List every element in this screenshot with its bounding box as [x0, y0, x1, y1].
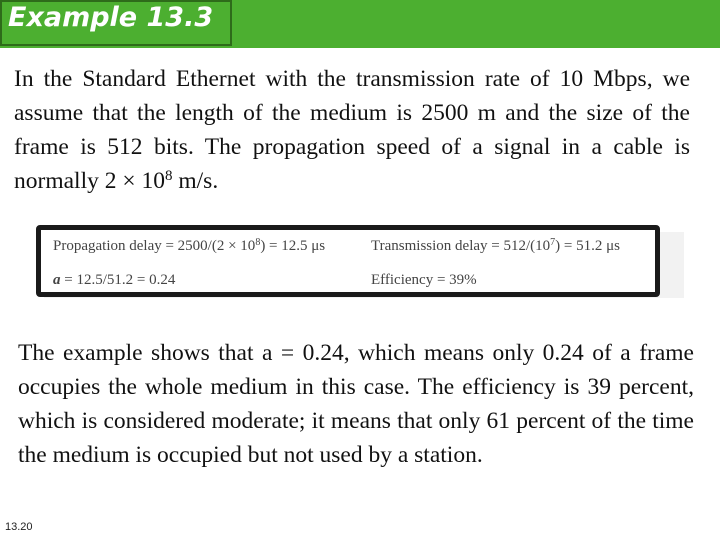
propagation-delay-formula: Propagation delay = $2500/(2 \times 10^8) = 12.5$ μs — [53, 237, 326, 254]
a-formula: a = 12.5/51.2 = 0.24 — [53, 272, 176, 288]
transmission-delay-formula: Transmission delay = $512/(10^7) = 51.2$ μs — [371, 237, 621, 254]
title-bar — [0, 0, 720, 48]
slide-title: Example 13.3 — [8, 2, 214, 33]
conclusion-paragraph: The example shows that a = 0.24, which means only 0.24 of a frame occupies the whole medium in this case. The efficiency is 39 percent, which is considered moderate; it means that only 61 percent of the time the medium is occupied but not used by a station. — [18, 340, 694, 468]
intro-exponent: 8 — [164, 168, 173, 184]
intro-paragraph — [14, 62, 690, 198]
efficiency-formula: Efficiency = 39% — [371, 272, 477, 288]
intro-suffix: m/s. — [172, 168, 219, 194]
formula-box — [36, 225, 660, 297]
intro-text: In the Standard Ethernet with the transmission rate of 10 Mbps, we assume that the length of the medium is 2500 m and the size of the frame is 512 bits. The propagation speed of a signal in a cable is normally 2 × 10 — [14, 66, 690, 194]
page-number: 13.20 — [5, 521, 33, 533]
